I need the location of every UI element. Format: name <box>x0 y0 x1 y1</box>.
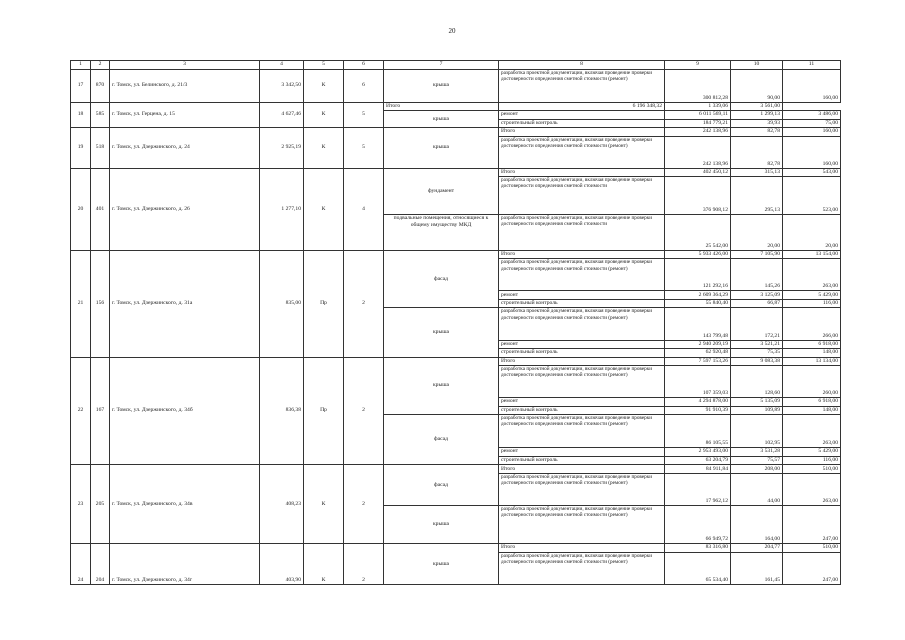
row-element: крыша <box>384 544 499 585</box>
row-address: г. Томск, ул. Дзержинского, д. 24 <box>110 128 260 169</box>
table-row <box>71 69 841 102</box>
row-element: фасад <box>384 465 499 506</box>
row-value-11: 13 134,00 <box>783 357 841 366</box>
row-col6: 5 <box>344 102 384 128</box>
row-value-11: 116,00 <box>783 299 841 308</box>
table-row <box>71 250 841 259</box>
row-work: Итого <box>499 465 665 474</box>
row-value-11: 148,00 <box>783 349 841 358</box>
row-element: крыша <box>384 308 499 357</box>
row-value-10: 20,00 <box>731 214 783 250</box>
row-value-10: 9 083,38 <box>731 357 783 366</box>
row-area: 836,38 <box>260 357 304 465</box>
row-col5: К <box>304 465 344 544</box>
row-value-10: 44,00 <box>731 473 783 505</box>
row-work: разработка проектной документации, включая проведение проверки достоверности определения сметной стоимости (ремонт) <box>499 473 665 505</box>
row-value-11: 6 918,00 <box>783 398 841 407</box>
row-id: 401 <box>91 168 110 250</box>
row-col5: Пр <box>304 357 344 465</box>
row-value-10: 3 531,28 <box>731 448 783 457</box>
row-element: фундамент <box>384 168 499 214</box>
row-value-11: 160,00 <box>783 136 841 168</box>
row-value-11: 3 561,00 <box>731 102 783 111</box>
row-work: разработка проектной документации, включая проведение проверки достоверности определения сметной стоимости (ремонт) <box>499 308 665 340</box>
row-value-9: 2 953 493,00 <box>665 448 731 457</box>
row-address: г. Томск, ул. Дзержинского, д. 31а <box>110 250 260 357</box>
header-col-10: 10 <box>731 61 783 70</box>
row-col6: 5 <box>344 128 384 169</box>
row-value-10: 145,26 <box>731 259 783 291</box>
row-col5: К <box>304 168 344 250</box>
row-address: г. Томск, ул. Дзержинского, д. 34в <box>110 465 260 544</box>
row-value-11: 247,00 <box>783 505 841 543</box>
row-area: 2 925,19 <box>260 128 304 169</box>
row-value-11: 5 429,00 <box>783 448 841 457</box>
row-value-9: 402 450,12 <box>665 168 731 177</box>
row-value-9: 184 779,21 <box>665 119 731 128</box>
row-value-10: 208,00 <box>731 465 783 474</box>
row-value-11: 510,00 <box>783 544 841 553</box>
row-value-11: 3 486,00 <box>783 111 841 120</box>
row-work: ремонт <box>499 398 665 407</box>
page-number: 20 <box>448 27 456 35</box>
row-work: разработка проектной документации, включая проведение проверки достоверности определения сметной стоимости (ремонт) <box>499 136 665 168</box>
row-id: 870 <box>91 69 110 102</box>
row-value-10: 82,78 <box>731 128 783 137</box>
row-col6: 2 <box>344 357 384 465</box>
row-value-10: 315,13 <box>731 168 783 177</box>
row-number: 19 <box>71 128 91 169</box>
row-value-10: 161,45 <box>731 552 783 584</box>
row-area: 4 627,46 <box>260 102 304 128</box>
row-id: 585 <box>91 102 110 128</box>
row-id: 518 <box>91 128 110 169</box>
row-value-11: 116,00 <box>783 456 841 465</box>
row-value-10: 5 135,09 <box>731 398 783 407</box>
row-value-11: 263,00 <box>783 473 841 505</box>
row-value-9: 6 011 569,11 <box>665 111 731 120</box>
header-col-7: 7 <box>384 61 499 70</box>
row-work: разработка проектной документации, включая проведение проверки достоверности определения сметной стоимости (ремонт) <box>499 552 665 584</box>
row-work: разработка проектной документации, включая проведение проверки достоверности определения сметной стоимости (ремонт) <box>499 69 665 102</box>
row-value-10: 172,21 <box>731 308 783 340</box>
row-area: 1 277,10 <box>260 168 304 250</box>
row-value-9: 86 105,55 <box>665 415 731 448</box>
row-work: ремонт <box>499 448 665 457</box>
row-value-11: 263,00 <box>783 415 841 448</box>
row-value-10: 75,35 <box>731 349 783 358</box>
row-work: разработка проектной документации, включая проведение проверки достоверности определения сметной стоимости (ремонт) <box>499 259 665 291</box>
table-row <box>71 168 841 177</box>
row-value-10: 7 105,90 <box>731 250 783 259</box>
row-number: 24 <box>71 544 91 585</box>
row-value-11: 263,00 <box>783 259 841 291</box>
row-value-10: 164,00 <box>731 505 783 543</box>
row-work: ремонт <box>499 340 665 349</box>
row-value-11: 148,00 <box>783 406 841 415</box>
row-id: 167 <box>91 357 110 465</box>
row-col6: 2 <box>344 544 384 585</box>
row-address: г. Томск, ул. Герцена, д. 15 <box>110 102 260 128</box>
table-row <box>71 465 841 474</box>
table-row <box>71 102 841 111</box>
row-value-9: 121 292,16 <box>665 259 731 291</box>
row-value-9: 376 908,12 <box>665 177 731 214</box>
header-col-2: 2 <box>91 61 110 70</box>
row-work: Итого <box>499 250 665 259</box>
table-row <box>71 357 841 366</box>
row-value-11: 260,00 <box>783 366 841 398</box>
row-value-9: 5 933 426,00 <box>665 250 731 259</box>
row-work: Итого <box>499 128 665 137</box>
header-col-9: 9 <box>665 61 731 70</box>
row-value-9: 242 138,96 <box>665 136 731 168</box>
row-value-9: 84 911,84 <box>665 465 731 474</box>
row-value-10: 128,60 <box>731 366 783 398</box>
row-value-9: 4 294 878,00 <box>665 398 731 407</box>
row-value-9: 2 609 364,29 <box>665 291 731 300</box>
row-col5: К <box>304 544 344 585</box>
row-value-11: 266,00 <box>783 308 841 340</box>
header-col-11: 11 <box>783 61 841 70</box>
row-work: ремонт <box>499 111 665 120</box>
row-work: разработка проектной документации, включая проведение проверки достоверности определения сметной стоимости (ремонт) <box>499 366 665 398</box>
row-col5: Пр <box>304 250 344 357</box>
row-work: разработка проектной документации, включая проведение проверки достоверности определения сметной стоимости <box>499 177 665 214</box>
row-value-11: 523,00 <box>783 177 841 214</box>
row-value-9: 25 542,00 <box>665 214 731 250</box>
header-col-8: 8 <box>499 61 665 70</box>
header-col-6: 6 <box>344 61 384 70</box>
row-value-9: 107 359,03 <box>665 366 731 398</box>
row-number: 23 <box>71 465 91 544</box>
header-row <box>71 61 841 70</box>
row-element: крыша <box>384 69 499 102</box>
header-col-5: 5 <box>304 61 344 70</box>
header-col-3: 3 <box>110 61 260 70</box>
table-row <box>71 544 841 553</box>
row-value-9: 6 196 348,32 <box>499 102 665 111</box>
row-number: 20 <box>71 168 91 250</box>
row-area: 403,90 <box>260 544 304 585</box>
row-value-9: 65 534,40 <box>665 552 731 584</box>
row-value-11: 543,00 <box>783 168 841 177</box>
row-value-10: 3 125,09 <box>731 291 783 300</box>
row-value-10: 1 339,06 <box>665 102 731 111</box>
row-value-10: 75,57 <box>731 456 783 465</box>
row-number: 18 <box>71 102 91 128</box>
row-col5: К <box>304 128 344 169</box>
row-work: Итого <box>499 544 665 553</box>
row-work: Итого <box>499 357 665 366</box>
row-value-10: 39,93 <box>731 119 783 128</box>
row-value-9: 17 962,12 <box>665 473 731 505</box>
row-value-9: 63 204,79 <box>665 456 731 465</box>
row-value-9: 242 138,96 <box>665 128 731 137</box>
row-element: крыша <box>384 128 499 169</box>
row-col6: 6 <box>344 69 384 102</box>
row-area: 3 342,50 <box>260 69 304 102</box>
row-address: г. Томск, ул. Дзержинского, д. 26 <box>110 168 260 250</box>
row-value-10: 3 521,21 <box>731 340 783 349</box>
row-value-9: 91 910,39 <box>665 406 731 415</box>
row-value-10: 1 299,13 <box>731 111 783 120</box>
row-number: 22 <box>71 357 91 465</box>
row-value-11: 6 918,00 <box>783 340 841 349</box>
row-work: ремонт <box>499 291 665 300</box>
row-value-11: 5 429,00 <box>783 291 841 300</box>
row-value-10: 204,77 <box>731 544 783 553</box>
row-element: крыша <box>384 357 499 415</box>
row-address: г. Томск, ул. Дзержинского, д. 34г <box>110 544 260 585</box>
row-value-10: 90,00 <box>731 69 783 102</box>
row-col5: К <box>304 69 344 102</box>
row-value-9: 66 949,72 <box>665 505 731 543</box>
row-value-9: 300 812,28 <box>665 69 731 102</box>
row-work: строительный контроль <box>499 119 665 128</box>
row-address: г. Томск, ул. Дзержинского, д. 34б <box>110 357 260 465</box>
row-element: фасад <box>384 415 499 465</box>
row-value-9: 55 840,40 <box>665 299 731 308</box>
row-value-11: 247,00 <box>783 552 841 584</box>
row-value-11: 75,00 <box>783 119 841 128</box>
row-id: 204 <box>91 544 110 585</box>
row-value-11: 160,00 <box>783 69 841 102</box>
row-value-10: 102,95 <box>731 415 783 448</box>
header-col-4: 4 <box>260 61 304 70</box>
row-col6: 2 <box>344 465 384 544</box>
row-work: строительный контроль <box>499 299 665 308</box>
row-element: подвальные помещения, относящиеся к общему имуществу МКД <box>384 214 499 250</box>
row-number: 21 <box>71 250 91 357</box>
row-work: Итого <box>384 102 499 111</box>
row-value-11: 510,00 <box>783 465 841 474</box>
row-work: разработка проектной документации, включая проведение проверки достоверности определения сметной стоимости (ремонт) <box>499 505 665 543</box>
row-value-9: 83 316,80 <box>665 544 731 553</box>
row-value-9: 7 597 153,26 <box>665 357 731 366</box>
row-value-10: 82,78 <box>731 136 783 168</box>
row-work: разработка проектной документации, включая проведение проверки достоверности определения сметной стоимости (ремонт) <box>499 415 665 448</box>
row-element: крыша <box>384 505 499 543</box>
row-work: разработка проектной документации, включая проведение проверки достоверности определения сметной стоимости <box>499 214 665 250</box>
row-area: 835,00 <box>260 250 304 357</box>
row-col6: 4 <box>344 168 384 250</box>
row-id: 205 <box>91 465 110 544</box>
row-value-9: 62 920,48 <box>665 349 731 358</box>
row-value-11: 20,00 <box>783 214 841 250</box>
row-value-9: 2 940 209,19 <box>665 340 731 349</box>
row-value-11: 13 154,00 <box>783 250 841 259</box>
row-value-10: 109,89 <box>731 406 783 415</box>
row-work: Итого <box>499 168 665 177</box>
row-work: строительный контроль <box>499 406 665 415</box>
row-value-9: 143 799,48 <box>665 308 731 340</box>
row-col6: 2 <box>344 250 384 357</box>
row-work: строительный контроль <box>499 456 665 465</box>
header-col-1: 1 <box>71 61 91 70</box>
row-element: фасад <box>384 250 499 308</box>
row-value-10: 295,13 <box>731 177 783 214</box>
row-address: г. Томск, ул. Белинского, д. 21/3 <box>110 69 260 102</box>
row-area: 408,23 <box>260 465 304 544</box>
row-value-10: 66,87 <box>731 299 783 308</box>
row-id: 156 <box>91 250 110 357</box>
row-value-11: 160,00 <box>783 128 841 137</box>
row-work: строительный контроль <box>499 349 665 358</box>
row-number: 17 <box>71 69 91 102</box>
row-element: крыша <box>384 111 499 128</box>
table-row <box>71 128 841 137</box>
row-col5: К <box>304 102 344 128</box>
repair-works-table <box>70 60 841 585</box>
